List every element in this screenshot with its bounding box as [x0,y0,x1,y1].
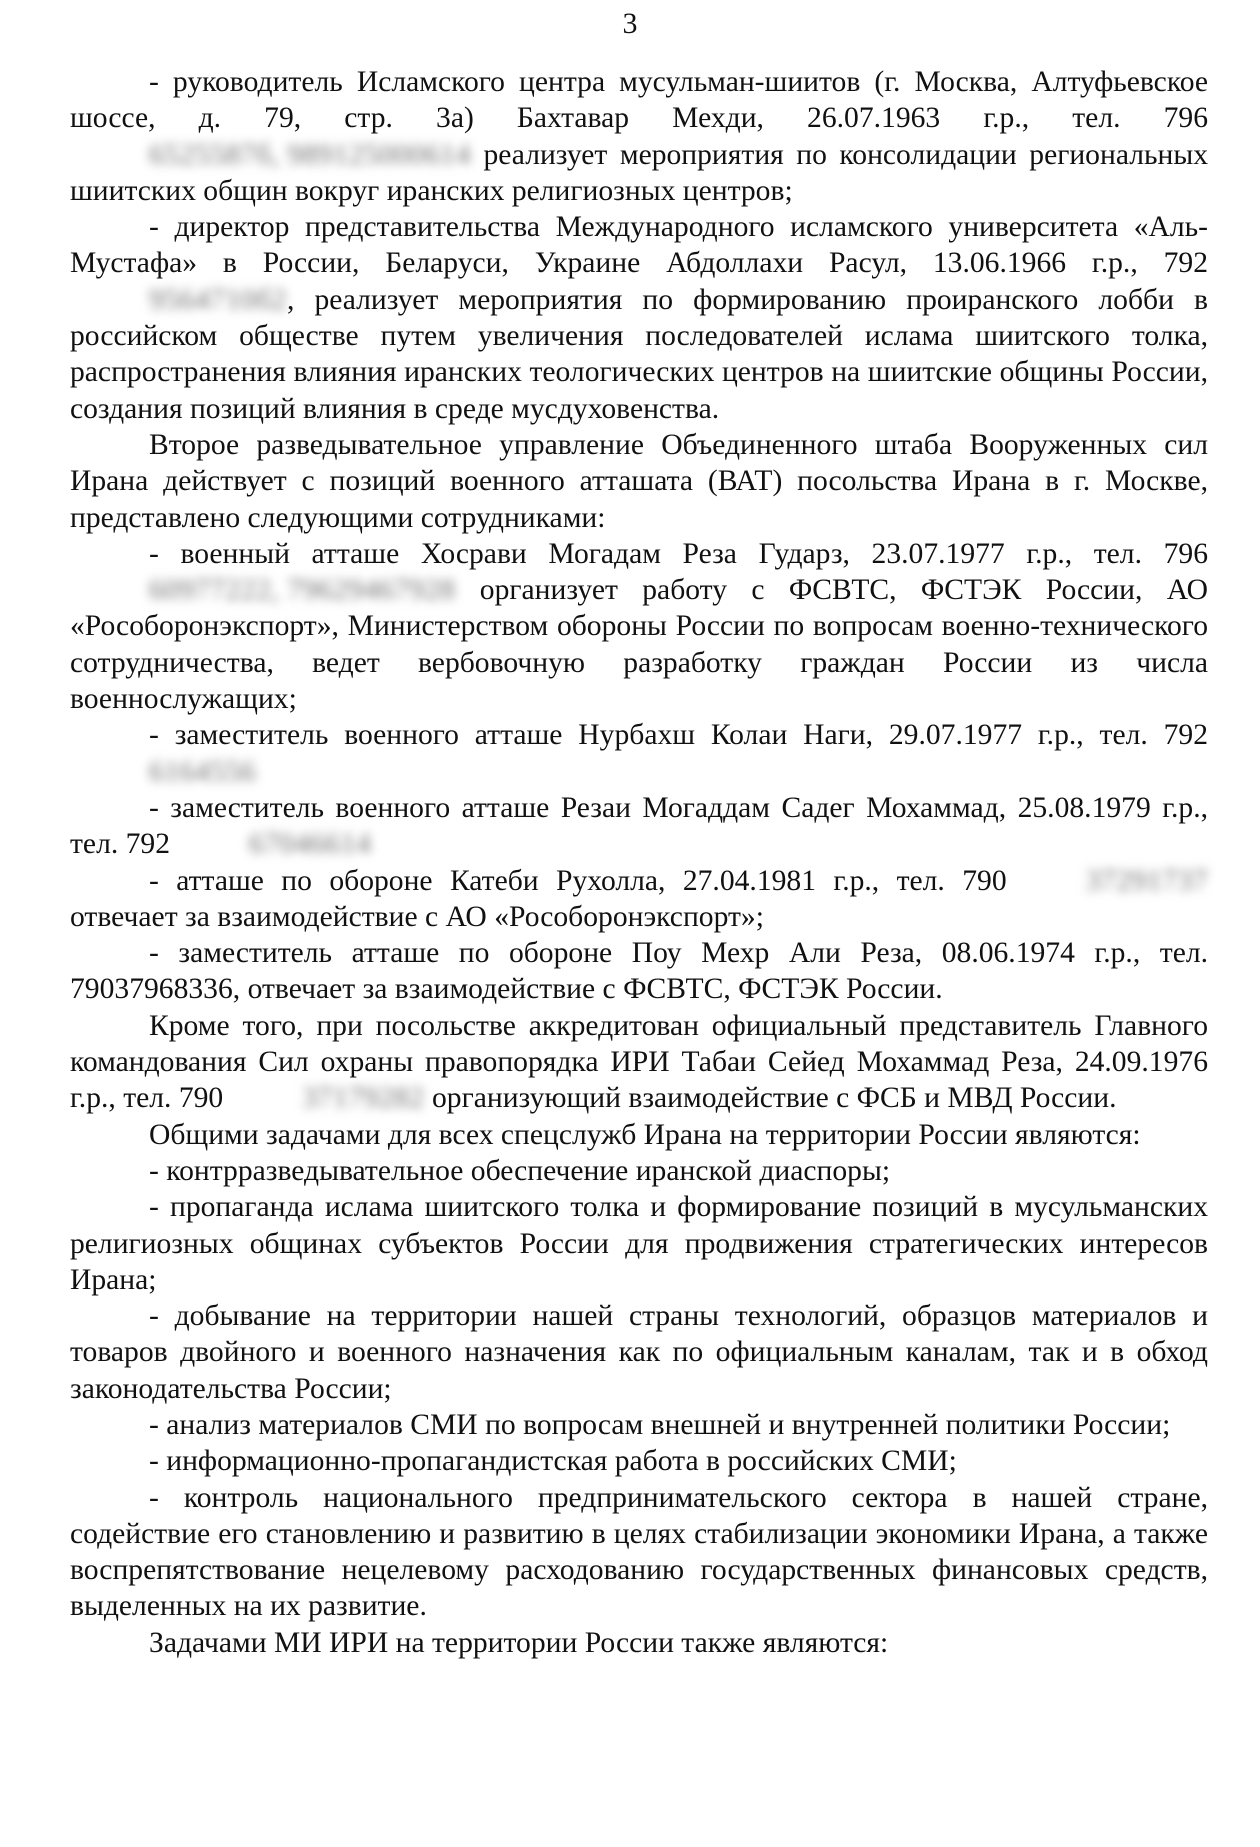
paragraph-common-tasks [70,1117,1208,1153]
list-item-business-control [70,1480,1208,1625]
paragraph-text: - контроль национального предпринимательского сектора в нашей стране, содействие его становлению и развитию в целях стабилизации экономики Ирана, а также воспрепятствование нецелевому расходованию государственных финансовых средств, выделенных на их развитие. [70,1481,1208,1623]
paragraph-police-representative [70,1008,1208,1117]
redacted-phone: 37179282 [302,1082,425,1115]
document-body [70,64,1208,1661]
paragraph-text: , реализует мероприятия по формированию проиранского лобби в российском обществе путем увеличения последователей ислама шиитского толка, распространения влияния иранских теологических центров на шиитские общины России, создания позиций влияния в среде мусдуховенства. [70,283,1208,425]
paragraph-text: - информационно-пропагандистская работа в российских СМИ; [149,1445,957,1478]
paragraph-text: - заместитель атташе по обороне Поу Мехр Али Реза, 08.06.1974 г.р., тел. 79037968336, отвечает за взаимодействие с ФСВТС, ФСТЭК России. [70,937,1208,1006]
paragraph-second-directorate [70,427,1208,536]
page-number: 3 [622,7,638,40]
redacted-phone: 6164556 [149,755,257,788]
redacted-phone: 67046614 [249,828,372,861]
list-item-technology-acquisition [70,1298,1208,1407]
paragraph-text: Задачами МИ ИРИ на территории России также являются: [149,1626,889,1659]
paragraph-text: Второе разведывательное управление Объединенного штаба Вооруженных сил Ирана действует с позиций военного атташата (ВАТ) посольства Ирана в г. Москве, представлено следующими сотрудниками: [70,428,1208,534]
paragraph-military-attache [70,536,1208,717]
paragraph-text: реализует мероприятия по консолидации региональных шиитских общин вокруг иранских религиозных центров; [70,138,1208,207]
redacted-phone: 37291737 [1085,864,1208,897]
paragraph-defense-attache [70,863,1208,936]
paragraph-bakhtavar [70,64,1208,209]
paragraph-text: отвечает за взаимодействие с АО «Рособоронэкспорт»; [70,900,764,933]
list-item-propaganda-work [70,1443,1208,1479]
paragraph-text: - анализ материалов СМИ по вопросам внешней и внутренней политики России; [149,1408,1171,1441]
redacted-phone: 6525587б, 989125000614 [149,138,471,171]
paragraph-text: организует работу с ФСВТС, ФСТЭК России, АО «Рособоронэкспорт», Министерством обороны России по вопросам военно-технического сотрудничества, ведет вербовочную разработку граждан России из числа военнослужащих; [70,574,1208,716]
paragraph-text: - заместитель военного атташе Нурбахш Колаи Наги, 29.07.1977 г.р., тел. 792 [149,719,1208,752]
redacted-phone: 9564710б2 [149,283,287,316]
paragraph-deputy-attache-1 [70,717,1208,790]
paragraph-deputy-attache-2 [70,790,1208,863]
paragraph-mi-tasks [70,1625,1208,1661]
paragraph-text: - заместитель военного атташе Резаи Могаддам Садег Мохаммад, 25.08.1979 г.р., тел. 792 [70,791,1208,861]
paragraph-text: - пропаганда ислама шиитского толка и формирование позиций в мусульманских религиозных общинах субъектов России для продвижения стратегических интересов Ирана; [70,1191,1208,1296]
paragraph-text: Кроме того, при посольстве аккредитован официальный представитель Главного командования Сил охраны правопорядка ИРИ Табаи Сейед Мохаммад Реза, 24.09.1976 г.р., тел. 790 [70,1009,1208,1115]
paragraph-abdollahi [70,209,1208,427]
list-item-media-analysis [70,1407,1208,1443]
paragraph-text: - военный атташе Хосрави Могадам Реза Гударз, 23.07.1977 г.р., тел. 796 [149,537,1208,570]
paragraph-text: - директор представительства Международного исламского университета «Аль-Мустафа» в России, Беларуси, Украине Абдоллахи Расул, 13.06.1966 г.р., 792 [70,211,1208,280]
paragraph-text: - атташе по обороне Катеби Рухолла, 27.04.1981 г.р., тел. 790 [149,864,1007,897]
list-item-propaganda-islam [70,1189,1208,1298]
redacted-phone: 60977222, 79629467928 [149,574,456,607]
paragraph-text: - добывание на территории нашей страны технологий, образцов материалов и товаров двойного и военного назначения как по официальным каналам, так и в обход законодательства России; [70,1300,1208,1405]
paragraph-text: организующий взаимодействие с ФСБ и МВД России. [424,1082,1117,1115]
paragraph-deputy-defense-attache [70,935,1208,1008]
list-item-counterintelligence [70,1153,1208,1189]
paragraph-text: - контрразведывательное обеспечение иранской диаспоры; [149,1154,891,1187]
paragraph-text: - руководитель Исламского центра мусульман-шиитов (г. Москва, Алтуфьевское шоссе, д. 79, стр. 3а) Бахтавар Мехди, 26.07.1963 г.р., тел. 796 [70,66,1208,135]
paragraph-text: Общими задачами для всех спецслужб Ирана на территории России являются: [149,1118,1141,1151]
